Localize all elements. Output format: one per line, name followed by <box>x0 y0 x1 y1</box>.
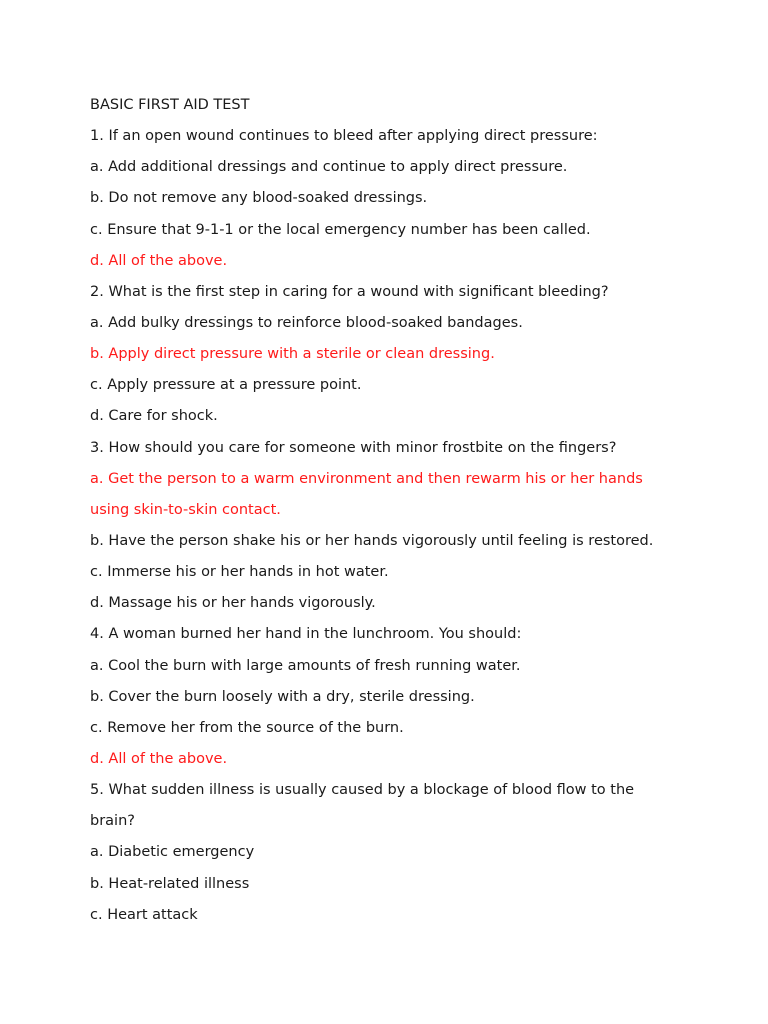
correct-answer-line: a. Get the person to a warm environment and then rewarm his or her hands <box>90 470 643 487</box>
text-line: 5. What sudden illness is usually caused by a blockage of blood flow to the <box>90 782 635 799</box>
text-line: b. Cover the burn loosely with a dry, sterile dressing. <box>90 688 475 705</box>
text-line: 4. A woman burned her hand in the lunchroom. You should: <box>90 626 522 643</box>
text-line: 2. What is the first step in caring for a wound with significant bleeding? <box>90 283 609 300</box>
text-line: c. Remove her from the source of the burn. <box>90 719 404 736</box>
text-line: b. Do not remove any blood-soaked dressings. <box>90 190 428 207</box>
text-line: c. Apply pressure at a pressure point. <box>90 377 362 394</box>
text-line: b. Heat-related illness <box>90 875 250 892</box>
correct-answer-line: d. All of the above. <box>90 750 228 767</box>
text-line: b. Have the person shake his or her hands vigorously until feeling is restored. <box>90 532 654 549</box>
question-list <box>90 121 730 931</box>
text-line: a. Add bulky dressings to reinforce blood-soaked bandages. <box>90 314 523 331</box>
text-line: d. Massage his or her hands vigorously. <box>90 595 376 612</box>
text-line: d. Care for shock. <box>90 408 218 425</box>
document-title: BASIC FIRST AID TEST <box>90 97 250 113</box>
correct-answer-line: b. Apply direct pressure with a sterile or clean dressing. <box>90 346 495 363</box>
text-line: a. Cool the burn with large amounts of fresh running water. <box>90 657 521 674</box>
text-line: c. Immerse his or her hands in hot water. <box>90 564 389 581</box>
document-page <box>90 90 730 931</box>
correct-answer-line: d. All of the above. <box>90 252 228 269</box>
text-line: c. Ensure that 9-1-1 or the local emergency number has been called. <box>90 221 591 238</box>
text-line: a. Diabetic emergency <box>90 844 255 861</box>
correct-answer-line: using skin-to-skin contact. <box>90 501 281 518</box>
text-line: a. Add additional dressings and continue to apply direct pressure. <box>90 159 568 176</box>
text-line: c. Heart attack <box>90 906 198 923</box>
text-line: 1. If an open wound continues to bleed after applying direct pressure: <box>90 128 598 145</box>
text-line: brain? <box>90 813 135 830</box>
text-line: 3. How should you care for someone with minor frostbite on the fingers? <box>90 439 617 456</box>
